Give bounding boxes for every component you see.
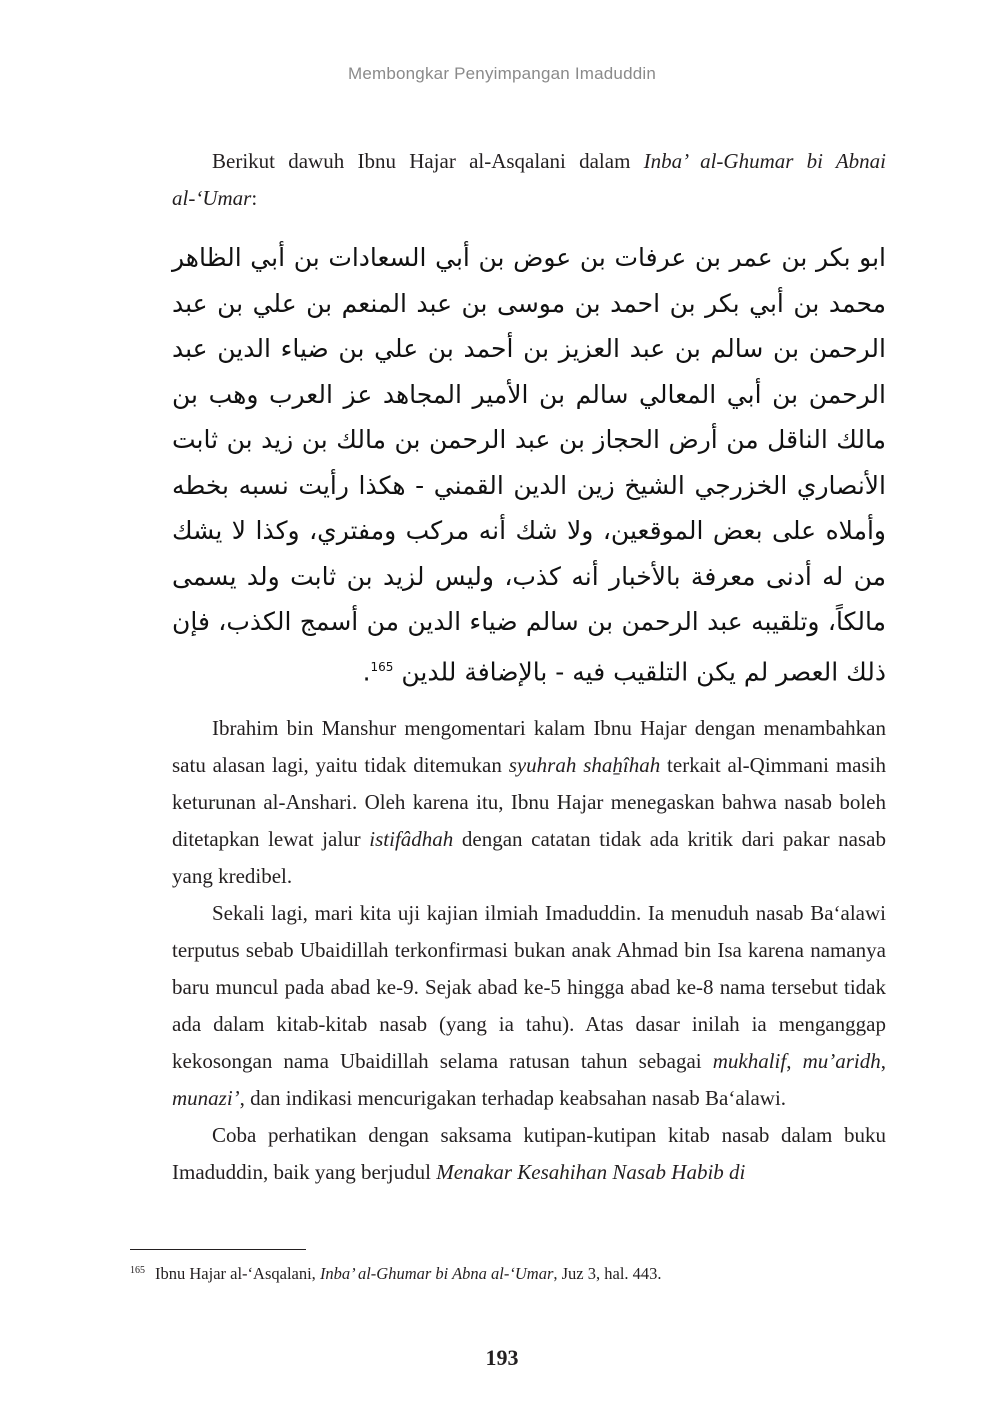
intro-book-title: Inba’ al-Ghumar bi Abnai al-‘Umar xyxy=(172,149,887,210)
footnote-reference: 165 xyxy=(370,659,394,674)
paragraph-2 xyxy=(172,895,886,1117)
footnote-number: 165 xyxy=(130,1264,145,1276)
paragraph-1-term-istifadhah: istifâdhah xyxy=(369,827,454,852)
footnote-text-suffix: , Juz 3, hal. 443. xyxy=(553,1264,662,1283)
paragraph-1 xyxy=(172,710,886,895)
page-body xyxy=(172,143,886,1191)
intro-text: Berikut dawuh Ibnu Hajar al-Asqalani dalam xyxy=(212,149,644,173)
running-header: Membongkar Penyimpangan Imaduddin xyxy=(347,64,657,83)
footnote-text-prefix: Ibnu Hajar al-‘Asqalani, xyxy=(155,1264,320,1283)
page-number: 193 xyxy=(485,1345,519,1370)
paragraph-3-text: Coba perhatikan dengan saksama kutipan-kutipan kitab nasab dalam buku Imaduddin, baik yang berjudul xyxy=(172,1123,886,1185)
paragraph-2-term-mukhalif: mukhalif xyxy=(712,1049,787,1074)
paragraph-2-term-munazi: munazi’ xyxy=(172,1086,240,1111)
paragraph-2-text-b: , dan indikasi mencurigakan terhadap keabsahan nasab Ba‘alawi. xyxy=(239,1086,787,1111)
intro-paragraph xyxy=(172,143,886,217)
paragraph-1-text-b: terkait al-Qimmani masih keturunan al-Anshari. Oleh karena itu, Ibnu Hajar menegaskan bahwa nasab boleh ditetapkan lewat jalur xyxy=(172,753,886,852)
paragraph-3-book-title: Menakar Kesahihan Nasab Habib di xyxy=(436,1160,746,1185)
paragraph-2-separator-1: , xyxy=(786,1049,803,1074)
paragraph-2-separator-2: , xyxy=(880,1049,886,1074)
paragraph-3 xyxy=(172,1117,886,1191)
intro-colon: : xyxy=(251,186,258,210)
arabic-quote-text: ابو بكر بن عمر بن عرفات بن عوض بن أبي السعادات بن أبي الظاهر محمد بن أبي بكر بن احمد بن موسى بن عبد المنعم بن علي بن عبد الرحمن بن سالم بن عبد العزيز بن أحمد بن علي بن ضياء الدين عبد الرحمن بن أبي المعالي سالم بن الأمير المجاهد عز العرب وهب بن مالك الناقل من أرض الحجاز بن عبد الرحمن بن مالك بن زيد بن ثابت الأنصاري الخزرجي الشيخ زين الدين القمني - هكذا رأيت نسبه بخطه وأملاه على بعض الموقعين، ولا شك أنه مركب ومفتري، وكذا لا يشك من له أدنى معرفة بالأخبار أنه كذب، وليس لزيد بن ثابت ولد يسمى مالكاً، وتلقيبه عبد الرحمن بن سالم ضياء الدين من أسمج الكذب، فإن ذلك العصر لم يكن التلقيب فيه - بالإضافة للدين xyxy=(172,243,886,686)
footnote-divider xyxy=(130,1249,306,1250)
arabic-quote xyxy=(172,235,886,694)
paragraph-1-text-a: Ibrahim bin Manshur mengomentari kalam Ibnu Hajar dengan menambahkan satu alasan lagi, yaitu tidak ditemukan xyxy=(172,716,886,778)
paragraph-1-text-c: dengan catatan tidak ada kritik dari pakar nasab yang kredibel. xyxy=(172,827,886,889)
paragraph-2-term-muaridh: mu’aridh xyxy=(802,1049,881,1074)
paragraph-2-text-a: Sekali lagi, mari kita uji kajian ilmiah Imaduddin. Ia menuduh nasab Ba‘alawi terputus sebab Ubaidillah terkonfirmasi bukan anak Ahmad bin Isa karena namanya baru muncul pada abad ke-9. Sejak abad ke-5 hingga abad ke-8 nama tersebut tidak ada dalam kitab-kitab nasab (yang ia tahu). Atas dasar inilah ia menganggap kekosongan nama Ubaidillah selama ratusan tahun sebagai xyxy=(172,901,886,1074)
paragraph-1-term-syuhrah: syuhrah shaẖîhah xyxy=(508,753,661,778)
footnote-book-title: Inba’ al-Ghumar bi Abna al-‘Umar xyxy=(319,1264,554,1283)
arabic-end-mark: . xyxy=(362,656,371,686)
footnote xyxy=(130,1264,890,1284)
